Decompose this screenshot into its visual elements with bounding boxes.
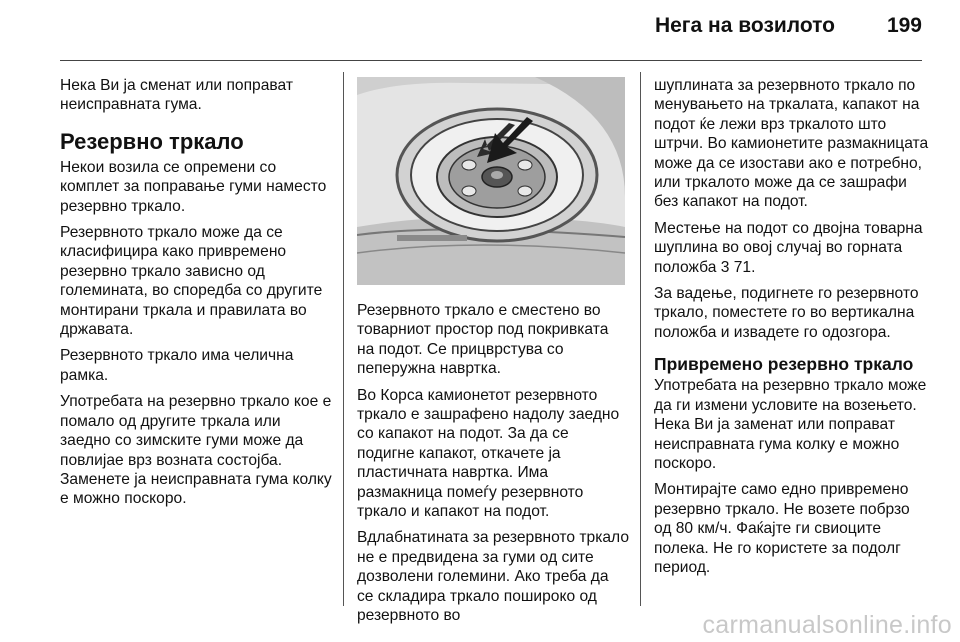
paragraph: Некои возила се опремени со комплет за поправање гуми наместо резервно тркало. bbox=[60, 158, 327, 215]
paragraph: Местење на подот со двојна товарна шуплина во овој случај во горната положба 3 71. bbox=[654, 219, 923, 276]
column-2 bbox=[357, 77, 629, 633]
paragraph: Употребата на резервно тркало кое е помало од другите тркала или заедно со зимските гуми може да повлијае врз возната состојба. Заменете ја неисправната гума колку е можно поскоро. bbox=[60, 393, 332, 508]
header-rule bbox=[60, 60, 922, 61]
section-heading-spare-wheel: Резервно тркало bbox=[60, 128, 244, 154]
paragraph: Вдлабнатината за резервното тркало не е предвидена за гуми од сите дозволени големини. Ако треба да се складира тркало пошироко од резервното во bbox=[357, 529, 630, 625]
paragraph: Резервното тркало има челична рамка. bbox=[60, 347, 294, 384]
paragraph: шуплината за резервното тркало по менувањето на тркалата, капакот на подот ќе лежи врз тркалото што штрчи. Во камионетите размакницата може да се изостави ако е потребно, или тркалото може да се зашрафи без капакот на подот. bbox=[654, 77, 929, 211]
intro-paragraph: Нека Ви ја сменат или поправат неисправната гума. bbox=[60, 77, 293, 114]
column-1 bbox=[60, 76, 332, 516]
paragraph: Резервното тркало може да се класифицира како привремено резервно тркало зависно од големината, во споредба со другите монтирани тркала и правилата во државата. bbox=[60, 224, 323, 339]
paragraph: Употребата на резервно тркало може да ги измени условите на возењето. Нека Ви ја заменат или поправат неисправната гума колку е можно поскоро. bbox=[654, 377, 927, 472]
paragraph: Монтирајте само едно привремено резервно тркало. Не возете побрзо од 80 км/ч. Фаќајте ги свиоците полека. Не го користете за подолг период. bbox=[654, 481, 910, 576]
spare-wheel-illustration bbox=[357, 77, 625, 285]
paragraph: Во Корса камионетот резервното тркало е зашрафено надолу заедно со капакот на подот. За да се подигне капакот, откачете ја пластичната навртка. Има размакница помеѓу резервното тркало и капакот на подот. bbox=[357, 386, 620, 521]
column-divider-2 bbox=[640, 72, 641, 606]
section-heading-temporary-spare: Привремено резервно тркало bbox=[654, 354, 914, 375]
page-header-title: Нега на возилото bbox=[654, 14, 835, 37]
column-3 bbox=[654, 76, 929, 584]
column-divider-1 bbox=[343, 72, 344, 606]
watermark: carmanualsonline.info bbox=[702, 611, 952, 639]
page-number: 199 bbox=[886, 14, 922, 37]
paragraph: Резервното тркало е сместено во товарниот простор под покривката на подот. Се прицврстува со пеперужна навртка. bbox=[357, 302, 609, 378]
paragraph: За вадење, подигнете го резервното тркало, поместете го во вертикална положба и извадете го одозгора. bbox=[654, 285, 919, 341]
